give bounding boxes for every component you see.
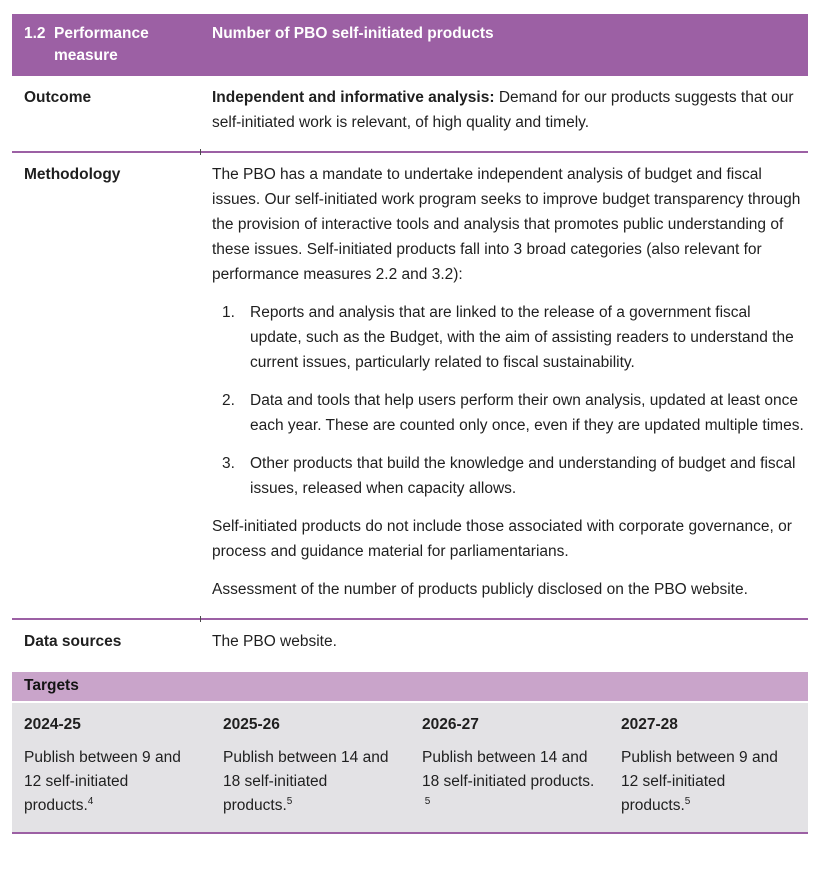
list-item-number: 1. xyxy=(222,304,235,321)
outcome-content xyxy=(212,76,808,151)
target-column-2027-28 xyxy=(609,713,808,818)
list-item xyxy=(212,300,804,375)
data-sources-content xyxy=(212,620,808,670)
table-bottom-border xyxy=(12,832,808,834)
methodology-content xyxy=(212,153,808,618)
target-year: 2024-25 xyxy=(24,716,81,733)
methodology-paragraph-assessment: Assessment of the number of products publicly disclosed on the PBO website. xyxy=(212,581,748,598)
outcome-lead: Independent and informative analysis: xyxy=(212,89,495,106)
target-text xyxy=(422,746,595,818)
target-column-2025-26 xyxy=(211,713,410,818)
list-item-text: Data and tools that help users perform their own analysis, updated at least once each year. These are counted only once, even if they are updated multiple times. xyxy=(250,392,804,434)
list-item-text: Reports and analysis that are linked to the release of a government fiscal update, such as the Budget, with the aim of assisting readers to understand the current issues, particularly related to fiscal sustainability. xyxy=(250,304,794,371)
target-year: 2025-26 xyxy=(223,716,280,733)
data-sources-label: Data sources xyxy=(24,633,122,650)
list-item-text: Other products that build the knowledge and understanding of budget and fiscal issues, released when capacity allows. xyxy=(250,455,796,497)
performance-measure-table xyxy=(12,14,808,834)
target-text-body: Publish between 9 and 12 self-initiated products. xyxy=(24,749,181,814)
targets-band: Targets xyxy=(12,672,808,701)
target-year: 2027-28 xyxy=(621,716,678,733)
footnote-marker: 5 xyxy=(684,795,691,807)
methodology-list xyxy=(212,300,804,501)
target-text xyxy=(621,746,794,818)
measure-title: Number of PBO self-initiated products xyxy=(212,25,494,42)
list-item-number: 2. xyxy=(222,392,235,409)
data-sources-row xyxy=(12,620,808,670)
table-header-band xyxy=(12,14,808,76)
target-text xyxy=(223,746,396,818)
methodology-row xyxy=(12,153,808,618)
target-column-2026-27 xyxy=(410,713,609,818)
target-text-body: Publish between 9 and 12 self-initiated products. xyxy=(621,749,778,814)
target-column-2024-25 xyxy=(12,713,211,818)
methodology-label: Methodology xyxy=(24,166,121,183)
cell-border-tick xyxy=(200,616,201,622)
row-divider xyxy=(12,618,808,620)
footnote-marker: 4 xyxy=(87,795,94,807)
list-item-number: 3. xyxy=(222,455,235,472)
row-divider xyxy=(12,151,808,153)
target-year: 2026-27 xyxy=(422,716,479,733)
list-item xyxy=(212,451,804,501)
methodology-paragraph-exclusions: Self-initiated products do not include those associated with corporate governance, or process and guidance material for parliamentarians. xyxy=(212,518,792,560)
outcome-row xyxy=(12,76,808,151)
outcome-text: Demand for our products suggests that our self-initiated work is relevant, of high quality and timely. xyxy=(212,89,794,131)
target-text-body: Publish between 14 and 18 self-initiated products. xyxy=(422,749,595,790)
list-item xyxy=(212,388,804,438)
outcome-paragraph xyxy=(212,85,804,135)
methodology-intro: The PBO has a mandate to undertake independent analysis of budget and fiscal issues. Our self-initiated work program seeks to improve budget transparency through the provision of interactive tools and analysis that promotes public understanding of these issues. Self-initiated products fall into 3 broad categories (also relevant for performance measures 2.2 and 3.2): xyxy=(212,166,801,283)
header-label-cell xyxy=(24,23,212,67)
footnote-marker: 5 xyxy=(422,795,431,807)
cell-border-tick xyxy=(200,149,201,155)
targets-grid xyxy=(12,703,808,832)
measure-label: Performance measure xyxy=(54,25,149,64)
data-sources-text: The PBO website. xyxy=(212,633,337,650)
footnote-marker: 5 xyxy=(286,795,293,807)
measure-number: 1.2 xyxy=(24,25,46,42)
target-text-body: Publish between 14 and 18 self-initiated products. xyxy=(223,749,389,814)
target-text xyxy=(24,746,197,818)
outcome-label: Outcome xyxy=(24,89,92,106)
